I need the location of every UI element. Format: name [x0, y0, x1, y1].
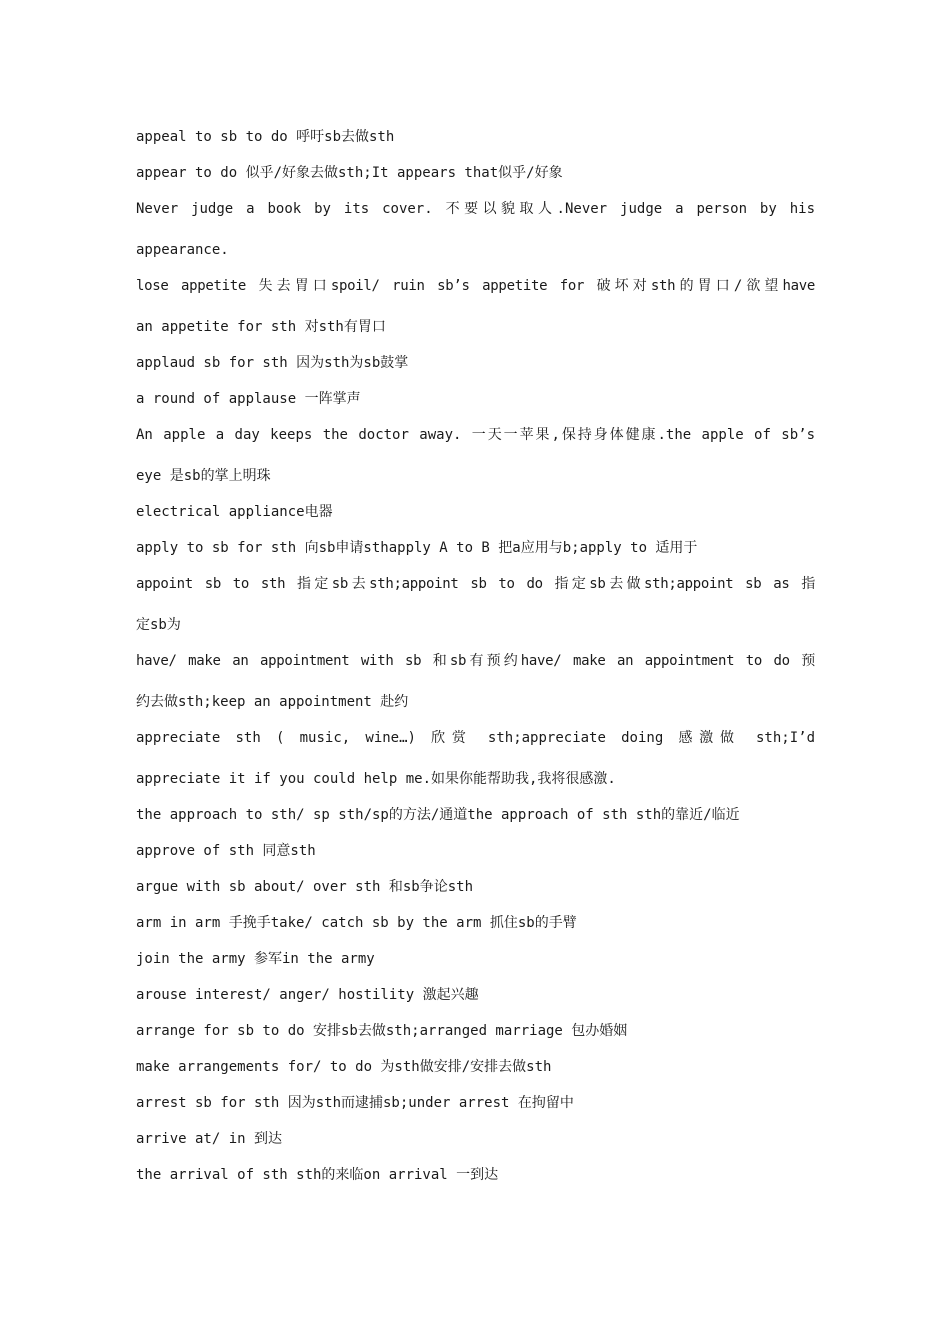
entry-appliance: electrical appliance电器: [136, 504, 333, 520]
entry-apply: apply to sb for sth 向sb申请sthapply A to B 把a应用与b;apply to 适用于: [136, 540, 698, 556]
entry-appear: appear to do 似乎/好象去做sth;It appears that似乎/好象: [136, 165, 563, 181]
entry-army: join the army 参军in the army: [136, 951, 375, 967]
entry-apple-line1: An apple a day keeps the doctor away. 一天一苹果,保持身体健康.the apple of sb’s: [136, 427, 815, 443]
entry-appetite-line1: lose appetite 失去胃口spoil/ ruin sb’s appetite for 破坏对sth的胃口/欲望have: [136, 278, 815, 294]
vocabulary-text: [136, 122, 815, 1196]
entry-applaud: applaud sb for sth 因为sth为sb鼓掌: [136, 355, 409, 371]
entry-arm: arm in arm 手挽手take/ catch sb by the arm 抓住sb的手臂: [136, 915, 577, 931]
entry-appreciate-line2: appreciate it if you could help me.如果你能帮助我,我将很感激.: [136, 771, 616, 787]
entry-appreciate-line1: appreciate sth ( music, wine…) 欣赏 sth;appreciate doing 感激做 sth;I’d: [136, 730, 815, 746]
entry-approach: the approach to sth/ sp sth/sp的方法/通道the approach of sth sth的靠近/临近: [136, 807, 740, 823]
entry-arrest: arrest sb for sth 因为sth而逮捕sb;under arrest 在拘留中: [136, 1095, 574, 1111]
entry-arrive: arrive at/ in 到达: [136, 1131, 283, 1147]
entry-appointment-line1: have/ make an appointment with sb 和sb有预约have/ make an appointment to do 预: [136, 653, 815, 669]
entry-appointment-line2: 约去做sth;keep an appointment 赴约: [136, 694, 409, 710]
entry-argue: argue with sb about/ over sth 和sb争论sth: [136, 879, 474, 895]
entry-appetite-line2: an appetite for sth 对sth有胃口: [136, 319, 386, 335]
entry-arrangements: make arrangements for/ to do 为sth做安排/安排去做sth: [136, 1059, 552, 1075]
entry-arrange: arrange for sb to do 安排sb去做sth;arranged marriage 包办婚姻: [136, 1023, 628, 1039]
entry-apple-line2: eye 是sb的掌上明珠: [136, 468, 271, 484]
entry-appoint-line1: appoint sb to sth 指定sb去sth;appoint sb to do 指定sb去做sth;appoint sb as 指: [136, 576, 815, 592]
entry-judge-line2: appearance.: [136, 242, 229, 258]
entry-arouse: arouse interest/ anger/ hostility 激起兴趣: [136, 987, 479, 1003]
entry-appeal: appeal to sb to do 呼吁sb去做sth: [136, 129, 395, 145]
entry-arrival: the arrival of sth sth的来临on arrival 一到达: [136, 1167, 499, 1183]
entry-judge-line1: Never judge a book by its cover. 不要以貌取人.Never judge a person by his: [136, 201, 815, 217]
entry-applause: a round of applause 一阵掌声: [136, 391, 361, 407]
entry-appoint-line2: 定sb为: [136, 617, 181, 633]
entry-approve: approve of sth 同意sth: [136, 843, 316, 859]
